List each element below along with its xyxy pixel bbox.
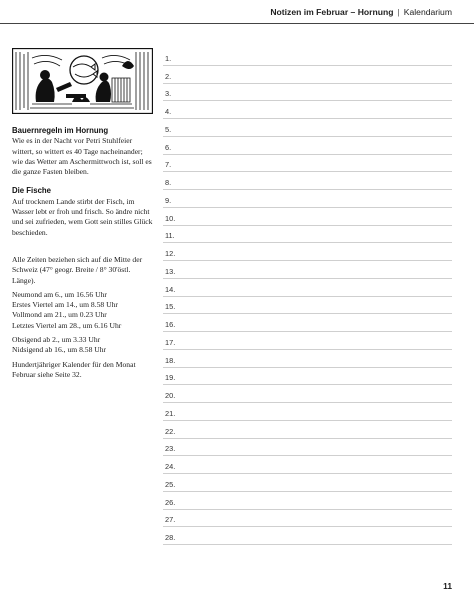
note-line[interactable] xyxy=(163,527,452,545)
note-line-number: 7. xyxy=(165,160,172,170)
note-line[interactable] xyxy=(163,332,452,350)
moon-node-line: Nidsigend ab 16., um 8.58 Uhr xyxy=(12,345,107,355)
note-line-number: 9. xyxy=(165,195,172,205)
note-line[interactable] xyxy=(163,368,452,386)
moon-phase-line: Erstes Viertel am 14., um 8.58 Uhr xyxy=(12,300,118,310)
note-line[interactable] xyxy=(163,226,452,244)
page-header xyxy=(270,7,452,17)
header-title: Notizen im Februar – Hornung xyxy=(270,7,394,17)
note-line-number: 25. xyxy=(165,479,176,489)
note-line-number: 18. xyxy=(165,355,176,365)
note-line-number: 24. xyxy=(165,462,176,471)
note-line[interactable] xyxy=(163,403,452,421)
note-line-number: 8. xyxy=(165,178,172,187)
note-line[interactable] xyxy=(163,48,452,66)
moon-phase-line: Neumond am 6., um 16.56 Uhr xyxy=(12,289,107,299)
note-line-number: 28. xyxy=(165,533,176,542)
notes-list xyxy=(163,48,452,545)
note-line[interactable] xyxy=(163,492,452,510)
left-column xyxy=(12,126,155,384)
note-line[interactable] xyxy=(163,279,452,297)
note-line[interactable] xyxy=(163,456,452,474)
note-line-number: 6. xyxy=(165,142,172,152)
zodiac-fish-block xyxy=(12,186,155,237)
note-line[interactable] xyxy=(163,190,452,208)
farmer-rules-text: Wie es in der Nacht vor Petri Stuhlfeier wittert, so wittert es 40 Tage nacheinander; wie das Wetter am Aschermittwoch ist, soll es die ganze Fasten bleiben. xyxy=(12,136,152,177)
note-line-number: 11. xyxy=(165,231,175,241)
note-line[interactable] xyxy=(163,137,452,155)
calendar-note: Hundertjähriger Kalender für den Monat Februar siehe Seite 32. xyxy=(12,359,136,379)
note-line[interactable] xyxy=(163,439,452,457)
note-line[interactable] xyxy=(163,66,452,84)
note-line-number: 3. xyxy=(165,89,172,99)
header-separator: | xyxy=(397,7,400,17)
note-line[interactable] xyxy=(163,84,452,102)
note-line-number: 22. xyxy=(165,426,176,436)
note-line-number: 20. xyxy=(165,391,176,400)
note-line-number: 27. xyxy=(165,515,176,525)
note-line-number: 23. xyxy=(165,444,176,454)
note-line-number: 19. xyxy=(165,373,176,383)
note-line[interactable] xyxy=(163,314,452,332)
note-line-number: 5. xyxy=(165,124,172,134)
moon-phases xyxy=(12,290,155,331)
moon-nodes xyxy=(12,335,155,356)
note-line[interactable] xyxy=(163,208,452,226)
astro-info-block xyxy=(12,255,155,380)
farmer-rules-block xyxy=(12,126,155,177)
note-line-number: 1. xyxy=(165,53,172,63)
note-line-number: 14. xyxy=(165,284,176,294)
note-line-number: 15. xyxy=(165,302,176,312)
note-line-number: 10. xyxy=(165,213,176,223)
farmer-rules-heading: Bauernregeln im Hornung xyxy=(12,126,109,135)
note-line[interactable] xyxy=(163,172,452,190)
note-line-number: 2. xyxy=(165,71,172,81)
note-line-number: 4. xyxy=(165,107,172,116)
note-line[interactable] xyxy=(163,101,452,119)
note-line-number: 16. xyxy=(165,320,176,329)
zodiac-fish-heading: Die Fische xyxy=(12,186,51,196)
header-rule xyxy=(0,23,474,24)
note-line-number: 26. xyxy=(165,497,176,507)
note-line[interactable] xyxy=(163,261,452,279)
note-line[interactable] xyxy=(163,155,452,173)
moon-node-line: Obsigend ab 2., um 3.33 Uhr xyxy=(12,335,101,345)
note-line-number: 12. xyxy=(165,249,176,258)
note-line-number: 17. xyxy=(165,337,176,347)
note-line[interactable] xyxy=(163,297,452,315)
times-note: Alle Zeiten beziehen sich auf die Mitte der Schweiz (47° geogr. Breite / 8° 30'östl. Länge). xyxy=(12,254,143,285)
note-line-number: 21. xyxy=(165,408,176,418)
note-line[interactable] xyxy=(163,510,452,528)
note-line-number: 13. xyxy=(165,266,176,276)
note-line[interactable] xyxy=(163,350,452,368)
zodiac-fish-text: Auf trocknem Lande stirbt der Fisch, im Wasser lebt er froh und frisch. So ändre nicht und sei zufrieden, wem Gott sein stilles Glück beschieden. xyxy=(12,196,153,237)
note-line[interactable] xyxy=(163,421,452,439)
page-number: 11 xyxy=(443,581,452,591)
moon-phase-line: Letztes Viertel am 28., um 6.16 Uhr xyxy=(12,320,122,330)
woodcut-winter-scene-icon xyxy=(12,48,153,114)
note-line[interactable] xyxy=(163,243,452,261)
moon-phase-line: Vollmond am 21., um 0.23 Uhr xyxy=(12,310,107,320)
note-line[interactable] xyxy=(163,385,452,403)
note-line[interactable] xyxy=(163,119,452,137)
header-section: Kalendarium xyxy=(403,7,452,17)
note-line[interactable] xyxy=(163,474,452,492)
